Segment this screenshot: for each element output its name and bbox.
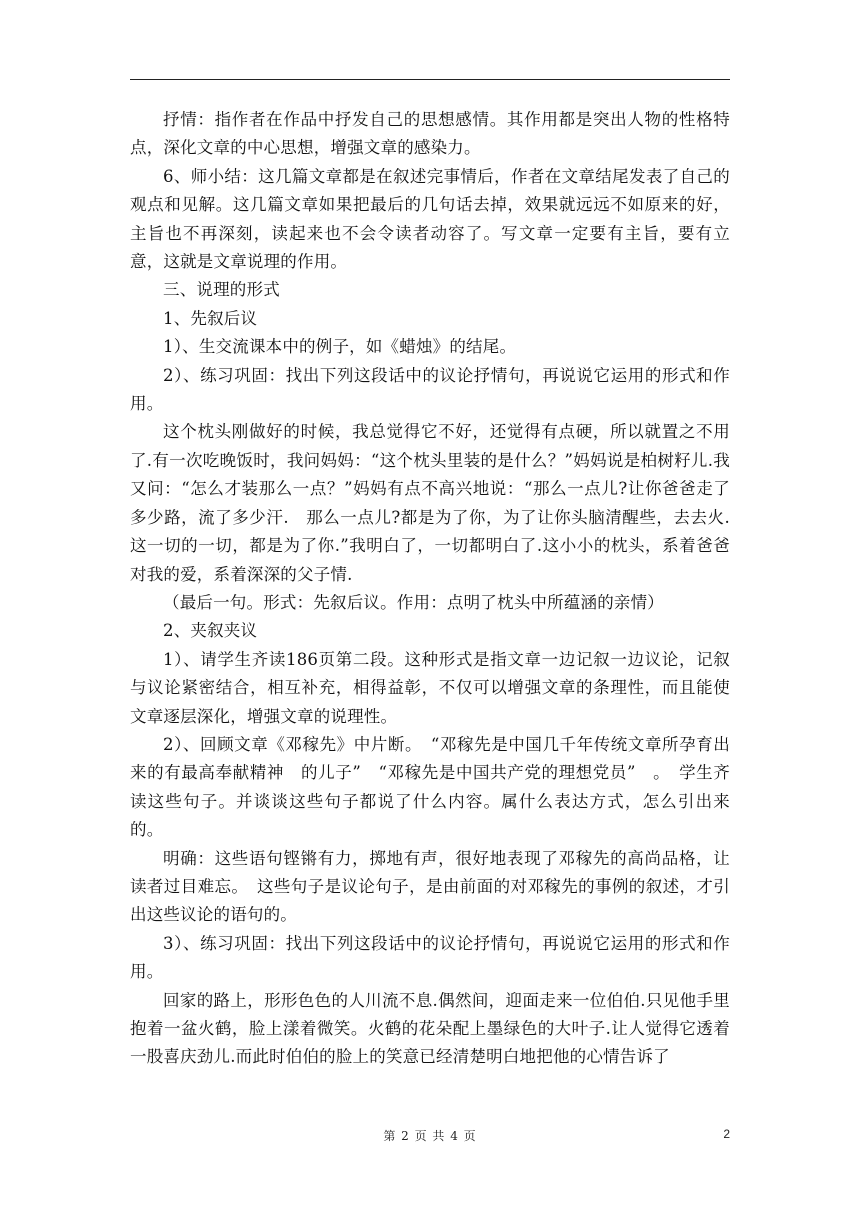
paragraph-pillow-answer: （最后一句。形式：先叙后议。作用：点明了枕头中所蕴涵的亲情） bbox=[163, 592, 664, 612]
paragraph-practice-3: 3）、练习巩固：找出下列这段话中的议论抒情句，再说说它运用的形式和作用。 bbox=[130, 933, 730, 982]
paragraph-clarification: 明确：这些语句铿锵有力，掷地有声，很好地表现了邓稼先的高尚品格，让读者过目难忘。 这些句子是议论句子，是由前面的对邓稼先的事例的叙述，才引出这些议论的语句的。 bbox=[130, 848, 730, 925]
header-rule bbox=[130, 79, 730, 80]
paragraph-student-exchange: 1）、生交流课本中的例子，如《蜡烛》的结尾。 bbox=[163, 337, 517, 357]
paragraph-deng-review: 2）、回顾文章《邓稼先》中片断。 “邓稼先是中国几千年传统文章所孕育出来的有最高奉献精神 的儿子” “邓稼先是中国共产党的理想党员” 。 学生齐读这些句子。并谈谈这些句子都说了什么内容。属什么表达方式，怎么引出来的。 bbox=[130, 734, 730, 840]
page-number: 2 bbox=[723, 1127, 730, 1141]
paragraph-teacher-summary: 6、师小结：这几篇文章都是在叙述完事情后，作者在文章结尾发表了自己的观点和见解。这几篇文章如果把最后的几句话去掉，效果就远远不如原来的好，主旨也不再深刻，读起来也不会令读者动容了。写文章一定要有主旨，要有立意，这就是文章说理的作用。 bbox=[130, 166, 730, 272]
paragraph-lyrical-definition: 抒情：指作者在作品中抒发自己的思想感情。其作用都是突出人物的性格特点，深化文章的中心思想，增强文章的感染力。 bbox=[130, 110, 730, 158]
paragraph-read-aloud: 1）、请学生齐读186页第二段。这种形式是指文章一边记叙一边议论，记叙与议论紧密结合，相互补充，相得益彰，不仅可以增强文章的条理性，而且能使文章逐层深化，增强文章的说理性。 bbox=[130, 649, 730, 726]
paragraph-way-home-passage: 回家的路上，形形色色的人川流不息.偶然间，迎面走来一位伯伯.只见他手里抱着一盆火鹤，脸上漾着微笑。火鹤的花朵配上墨绿色的大叶子.让人觉得它透着一股喜庆劲儿.而此时伯伯的脸上的笑意已经清楚明白地把他的心情告诉了 bbox=[130, 990, 730, 1067]
document-body bbox=[130, 106, 730, 1072]
section-heading-reasoning-forms: 三、说理的形式 bbox=[163, 280, 280, 300]
page-of-indicator: 第 2 页 共 4 页 bbox=[383, 1129, 477, 1143]
subheading-narrate-then-discuss: 1、先叙后议 bbox=[163, 308, 258, 328]
subheading-interleaved: 2、夹叙夹议 bbox=[163, 621, 258, 641]
paragraph-practice-1: 2）、练习巩固：找出下列这段话中的议论抒情句，再说说它运用的形式和作用。 bbox=[130, 365, 730, 414]
paragraph-pillow-passage: 这个枕头刚做好的时候，我总觉得它不好，还觉得有点硬，所以就置之不用了.有一次吃晚饭时，我问妈妈：“这个枕头里装的是什么？”妈妈说是柏树籽儿.我又问：“怎么才装那么一点？”妈妈有点不高兴地说：“那么一点儿?让你爸爸走了多少路，流了多少汗. 那么一点儿?都是为了你，为了让你头脑清醒些，去去火.这一切的一切，都是为了你.”我明白了，一切都明白了.这小小的枕头，系着爸爸对我的爱，系着深深的父子情. bbox=[130, 422, 730, 584]
